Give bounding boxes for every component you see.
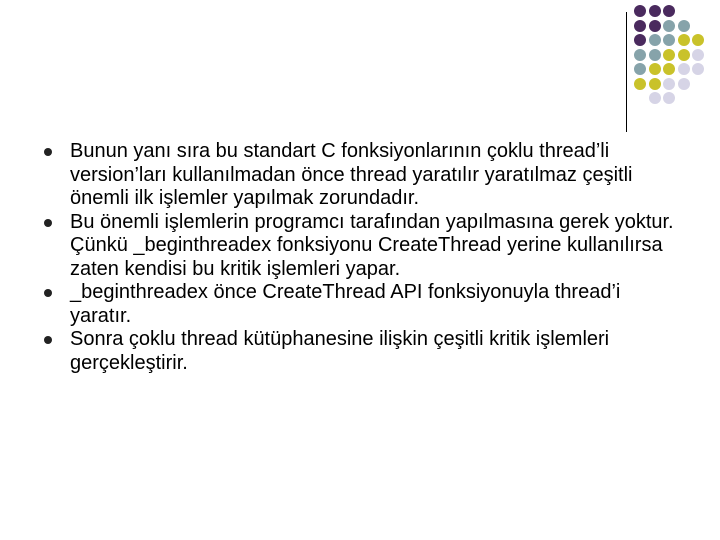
decorative-dot: [634, 63, 646, 75]
decorative-dot: [649, 92, 661, 104]
bullet-dot-icon: [44, 219, 52, 227]
decorative-dot: [649, 5, 661, 17]
decorative-dot: [663, 49, 675, 61]
decorative-dot: [663, 5, 675, 17]
bullet-dot-icon: [44, 289, 52, 297]
decorative-dot: [634, 78, 646, 90]
decorative-dot: [649, 34, 661, 46]
decorative-dot: [634, 20, 646, 32]
decorative-dot-grid: [634, 5, 720, 107]
decorative-dot: [663, 20, 675, 32]
slide-content: [44, 140, 684, 375]
decorative-dot: [649, 78, 661, 90]
decorative-dot: [692, 63, 704, 75]
decorative-dot: [678, 78, 690, 90]
decorative-dot: [692, 49, 704, 61]
decorative-dot: [649, 63, 661, 75]
bullet-dot-icon: [44, 336, 52, 344]
decorative-dot: [663, 92, 675, 104]
decorative-dot: [634, 34, 646, 46]
bullet-text: Sonra çoklu thread kütüphanesine ilişkin çeşitli kritik işlemleri gerçekleştirir.: [70, 328, 610, 374]
bullet-text: Bu önemli işlemlerin programcı tarafından yapılmasına gerek yoktur. Çünkü _beginthreadex fonksiyonu CreateThread yerine kullanılırsa zaten kendisi bu kritik işlemleri yapar.: [70, 210, 674, 280]
bullet-item: [44, 328, 684, 375]
decorative-dot: [634, 5, 646, 17]
decorative-dot: [678, 49, 690, 61]
bullet-item: [44, 140, 684, 211]
bullet-dot-icon: [44, 148, 52, 156]
decorative-dot: [649, 49, 661, 61]
decorative-dot: [663, 63, 675, 75]
bullet-item: [44, 281, 684, 328]
decorative-dot: [678, 20, 690, 32]
bullet-item: [44, 211, 684, 282]
vertical-divider-line: [626, 12, 627, 132]
bullet-text: _beginthreadex önce CreateThread API fonksiyonuyla thread’i yaratır.: [70, 281, 621, 327]
bullet-text: Bunun yanı sıra bu standart C fonksiyonlarının çoklu thread’li version’ları kullanılmadan önce thread yaratılır yaratılmaz çeşitli önemli ilk işlemler yapılmak zorundadır.: [70, 140, 633, 209]
decorative-dot: [634, 49, 646, 61]
decorative-dot: [692, 34, 704, 46]
decorative-dot: [649, 20, 661, 32]
decorative-dot: [663, 78, 675, 90]
decorative-dot: [678, 63, 690, 75]
bullet-list: [44, 140, 684, 375]
decorative-dot: [663, 34, 675, 46]
decorative-dot: [678, 34, 690, 46]
